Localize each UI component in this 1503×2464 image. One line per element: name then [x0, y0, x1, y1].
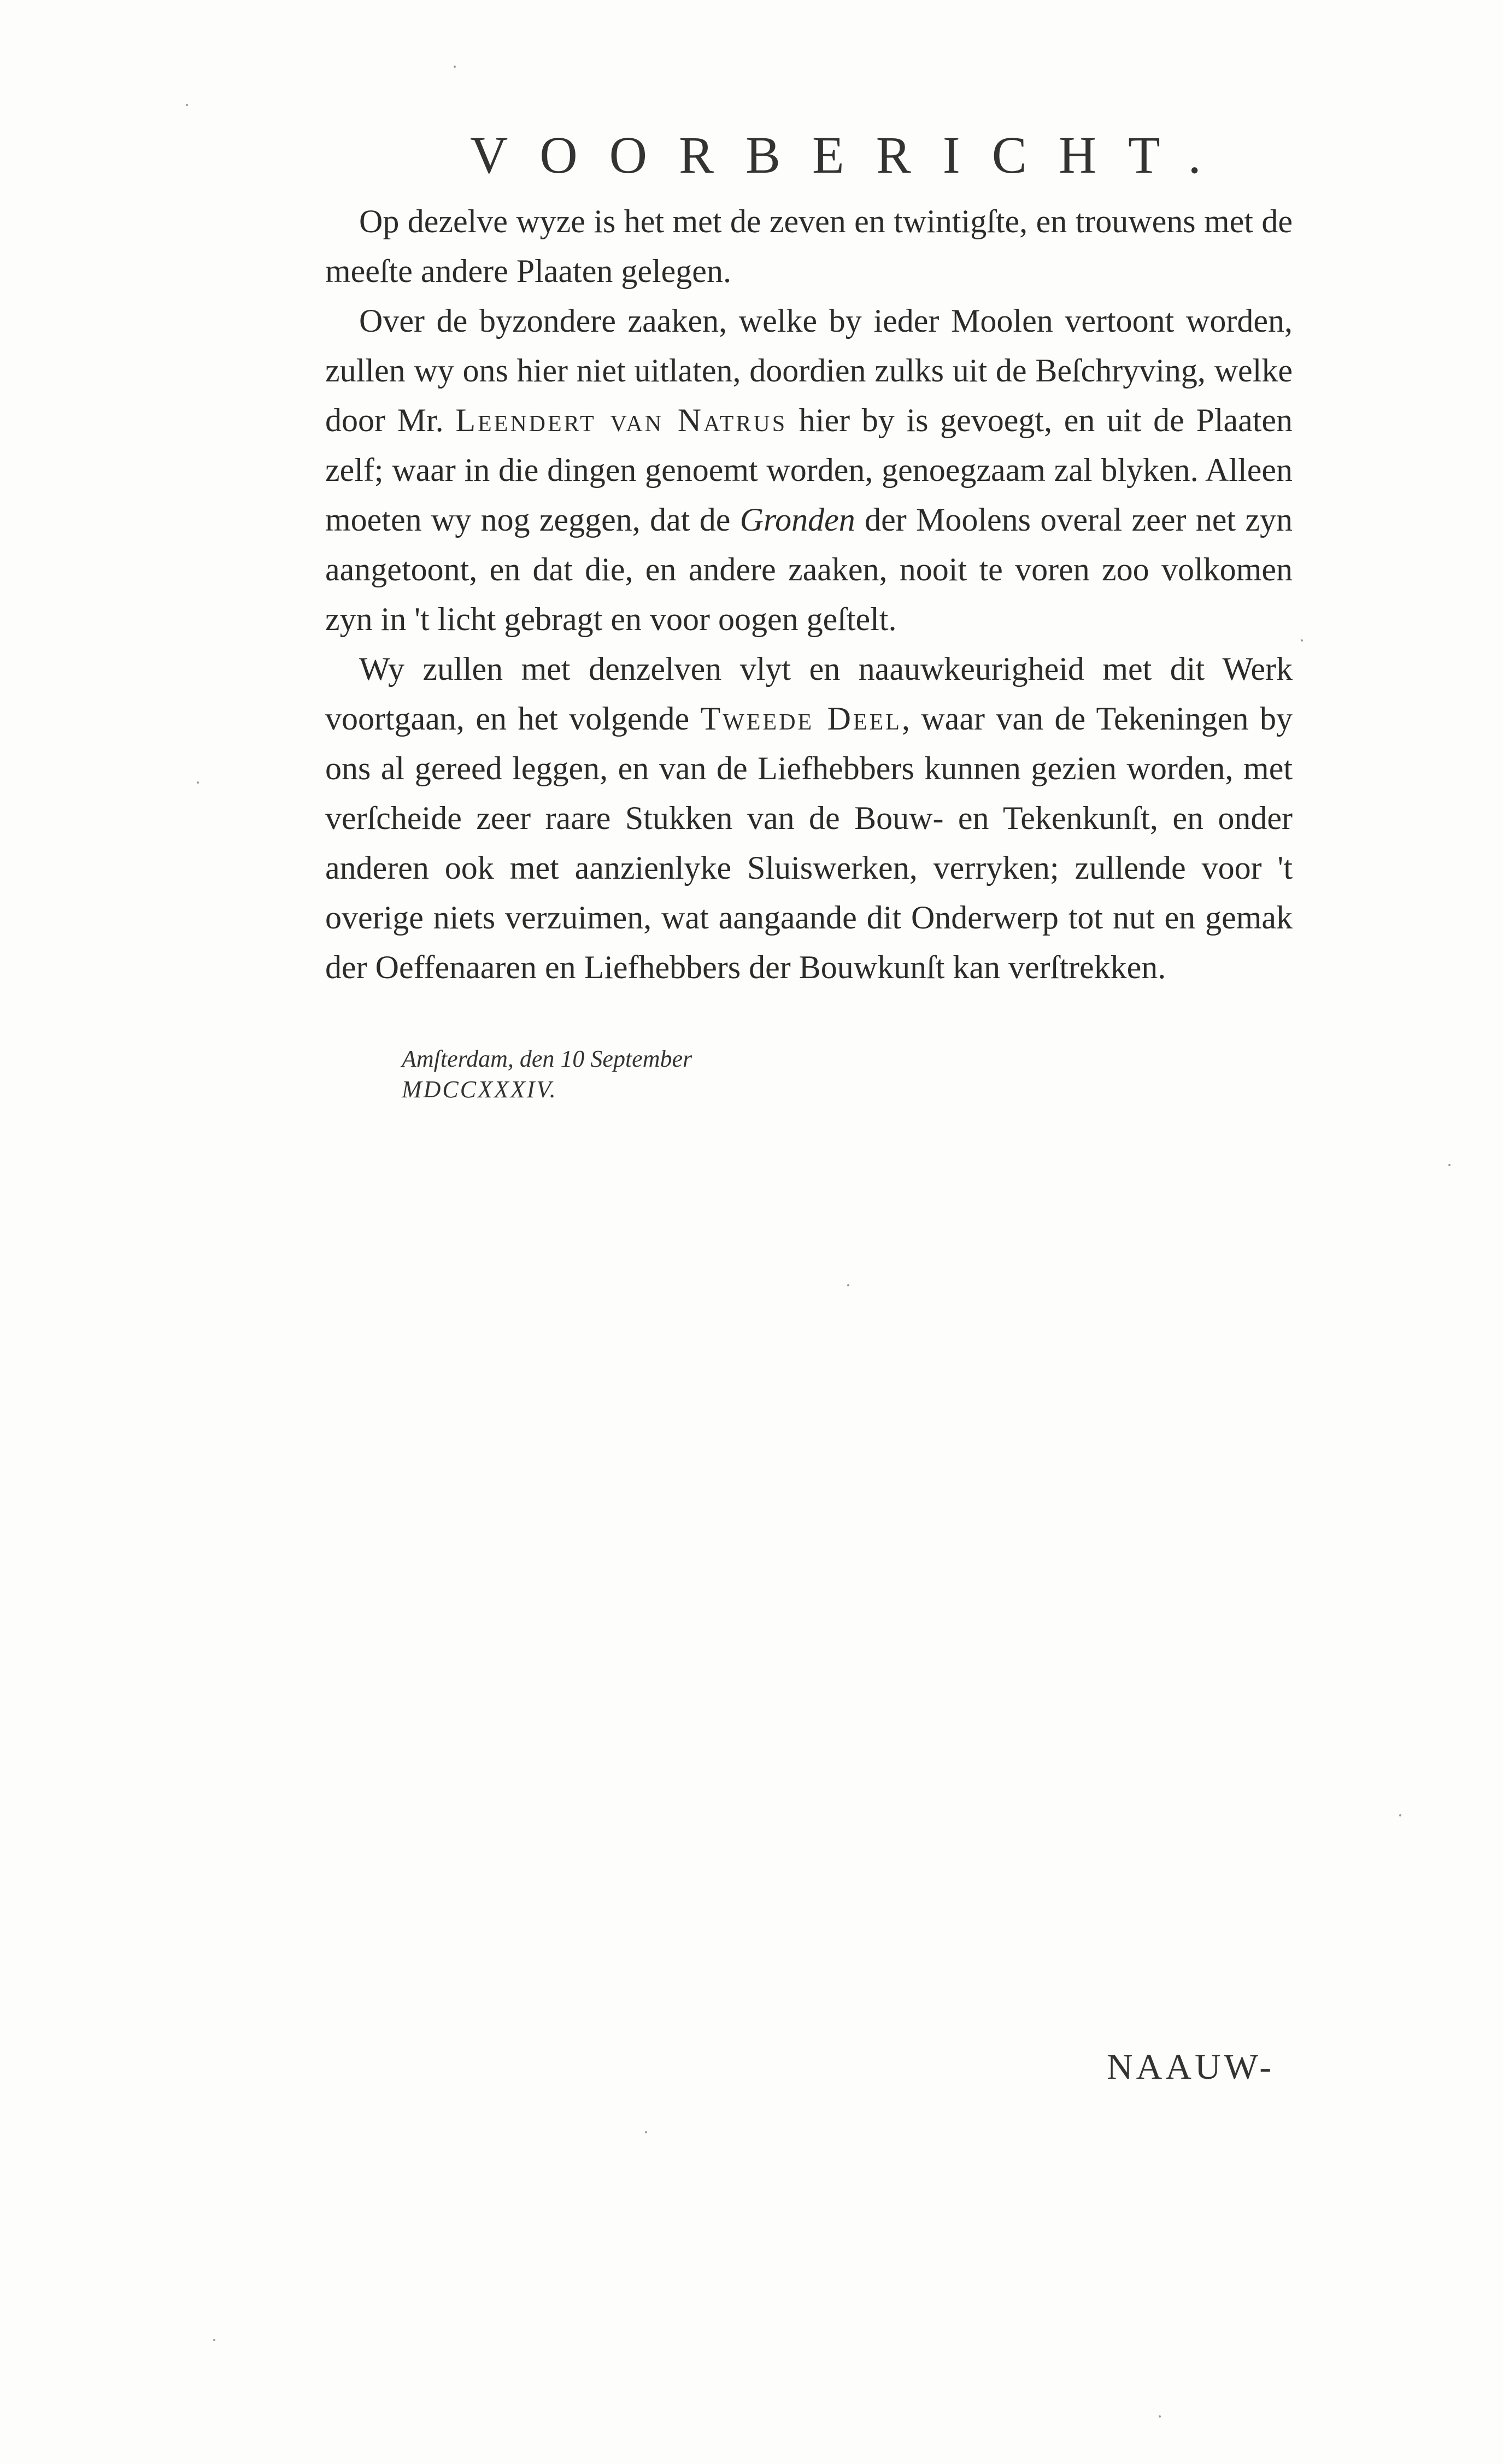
dateline-year: MDCCXXXIV.: [402, 1076, 557, 1103]
paper-speck: [1448, 1164, 1451, 1166]
paper-speck: [1301, 639, 1303, 642]
paper-speck: [213, 2339, 215, 2341]
gronden-italic: Gronden: [739, 502, 855, 538]
paper-speck: [847, 1284, 849, 1286]
tweede-deel-smallcaps: Tweede Deel: [700, 701, 902, 737]
paper-speck: [454, 66, 456, 68]
catchword: NAAUW-: [1107, 2047, 1275, 2087]
paragraph-2: [325, 296, 1293, 644]
paper-speck: [186, 104, 188, 106]
paragraph-3-before: Wy zullen met denzelven vlyt en naauwkeurigheid met dit Werk voortgaan, en het volgende: [325, 651, 1293, 737]
author-name: Leendert van Natrus: [455, 402, 788, 438]
page-heading: VOORBERICHT.: [470, 126, 1233, 184]
paragraph-1: [325, 197, 1293, 296]
dateline-place-date: Amſterdam, den 10 September: [402, 1045, 692, 1072]
paragraph-3: [325, 644, 1293, 992]
paragraph-3-after: , waar van de Tekeningen by ons al gereed leggen, en van de Liefhebbers kunnen gezien worden, met verſcheide zeer raare Stukken van de Bouw- en Tekenkunſt, en onder anderen ook met aanzienlyke Sluiswerken, verryken; zullende voor 't overige niets verzuimen, wat aangaande dit Onderwerp tot nut en gemak der Oeffenaaren en Liefhebbers der Bouwkunſt kan verſtrekken.: [325, 701, 1293, 985]
dateline: [402, 1044, 692, 1105]
paragraph-2-after: der Moolens overal zeer net zyn aangetoont, en dat die, en andere zaaken, nooit te voren zoo volkomen zyn in 't licht gebragt en voor oogen geſtelt.: [325, 502, 1293, 637]
paper-speck: [1399, 1814, 1401, 1816]
paper-speck: [1159, 2415, 1161, 2418]
body-text: [325, 197, 1293, 992]
paper-speck: [645, 2131, 647, 2133]
paragraph-1-text: Op dezelve wyze is het met de zeven en twintigſte, en trouwens met de meeſte andere Plaaten gelegen.: [325, 203, 1293, 289]
paragraph-2-before-name: Over de byzondere zaaken, welke by ieder Moolen vertoont worden, zullen wy ons hier niet uitlaten, doordien zulks uit de Beſchryving, welke door Mr.: [325, 303, 1293, 438]
paper-speck: [197, 781, 199, 784]
paragraph-2-mid: hier by is gevoegt, en uit de Plaaten zelf; waar in die dingen genoemt worden, genoegzaam zal blyken. Alleen moeten wy nog zeggen, dat de: [325, 402, 1293, 538]
